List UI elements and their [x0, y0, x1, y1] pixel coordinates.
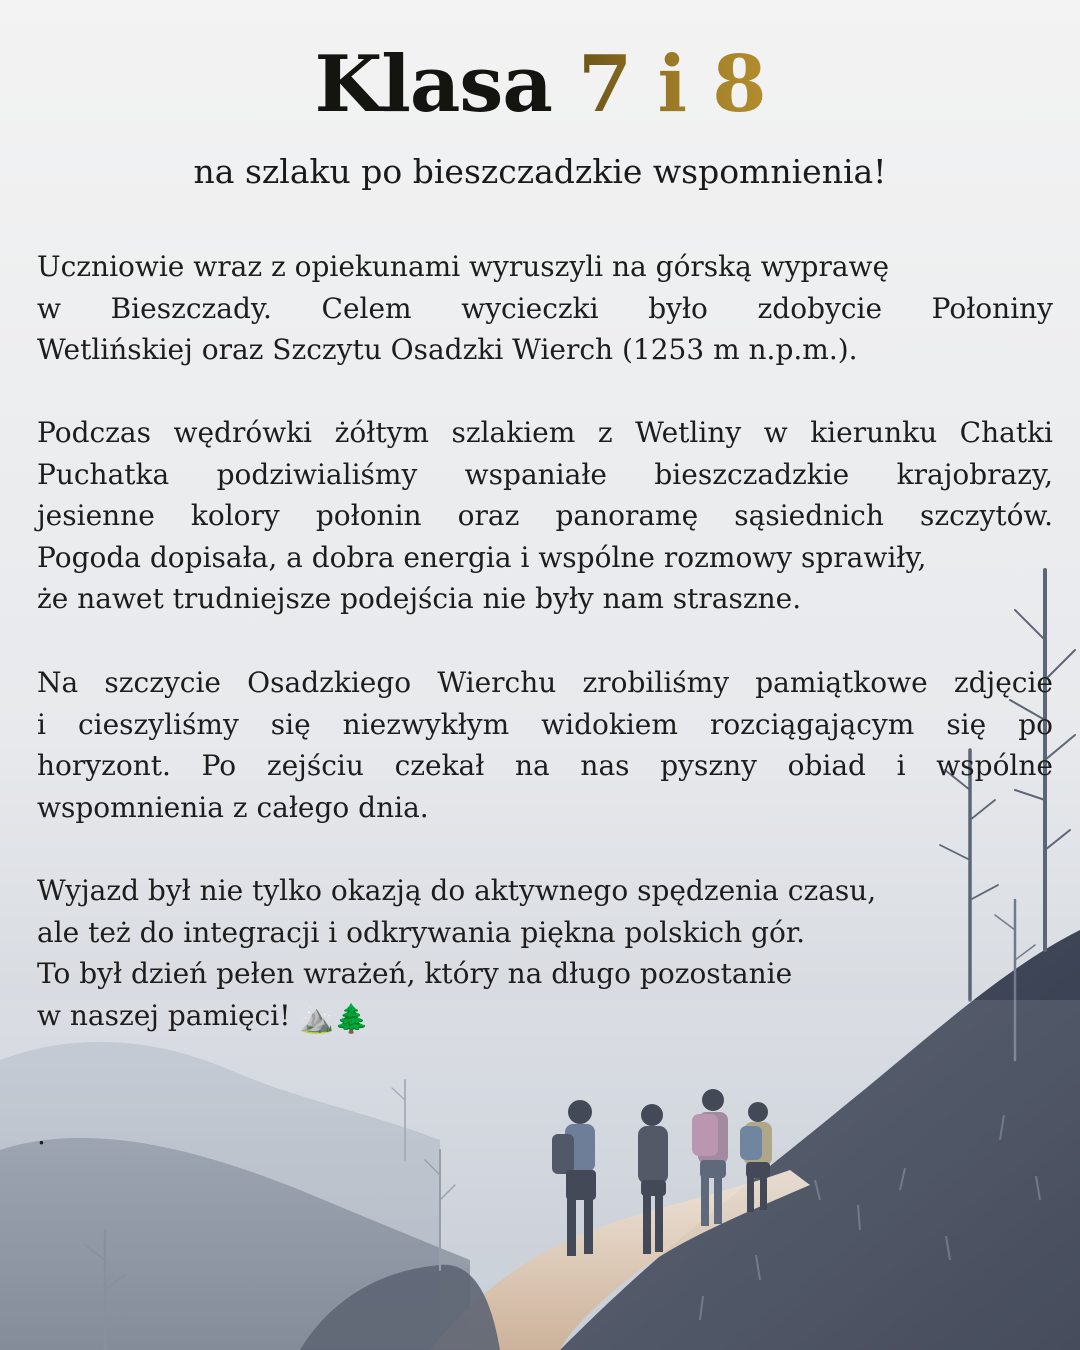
page-title: [0, 40, 1080, 130]
paragraph-1: [37, 246, 1053, 371]
text-line: i cieszyliśmy się niezwykłym widokiem rozciągającym się po: [37, 707, 1053, 741]
text-line: Wyjazd był nie tylko okazją do aktywnego spędzenia czasu,: [37, 874, 877, 907]
paragraph-2: [37, 412, 1053, 620]
trailing-dot: .: [37, 1118, 46, 1151]
title-class-numbers: 7 i 8: [578, 39, 766, 130]
text-line: w naszej pamięci!: [37, 998, 300, 1032]
text-line: Puchatka podziwialiśmy wspaniałe bieszczadzkie krajobrazy,: [37, 457, 1053, 491]
text-line: To był dzień pełen wrażeń, który na długo pozostanie: [37, 957, 793, 990]
fog-overlay: [0, 1000, 1080, 1350]
text-line: w Bieszczady. Celem wycieczki było zdobycie Połoniny: [37, 291, 1053, 325]
text-line: Na szczycie Osadzkiego Wierchu zrobiliśmy pamiątkowe zdjęcie: [37, 666, 1053, 699]
text-line: wspomnienia z całego dnia.: [37, 790, 429, 824]
title-klasa: Klasa: [314, 39, 579, 130]
subtitle: na szlaku po bieszczadzkie wspomnienia!: [193, 152, 887, 191]
text-line: Podczas wędrówki żółtym szlakiem z Wetliny w kierunku Chatki: [37, 416, 1053, 449]
text-line-with-emoji: [37, 995, 1053, 1040]
text-line: Uczniowie wraz z opiekunami wyruszyli na górską wyprawę: [37, 250, 890, 283]
mountain-tree-emoji-icon: ⛰️🌲: [299, 1001, 370, 1035]
text-line: Pogoda dopisała, a dobra energia i wspólne rozmowy sprawiły,: [37, 540, 927, 574]
paragraph-3: [37, 662, 1053, 828]
text-line: horyzont. Po zejściu czekał na nas pyszny obiad i wspólne: [37, 749, 1053, 782]
text-line: Wetlińskiej oraz Szczytu Osadzki Wierch (1253 m n.p.m.).: [37, 333, 858, 366]
text-line: że nawet trudniejsze podejścia nie były nam straszne.: [37, 582, 802, 615]
text-line: jesienne kolory połonin oraz panoramę sąsiednich szczytów.: [37, 499, 1053, 532]
paragraph-4: [37, 870, 1053, 1039]
text-line: ale też do integracji i odkrywania piękna polskich gór.: [37, 915, 806, 949]
